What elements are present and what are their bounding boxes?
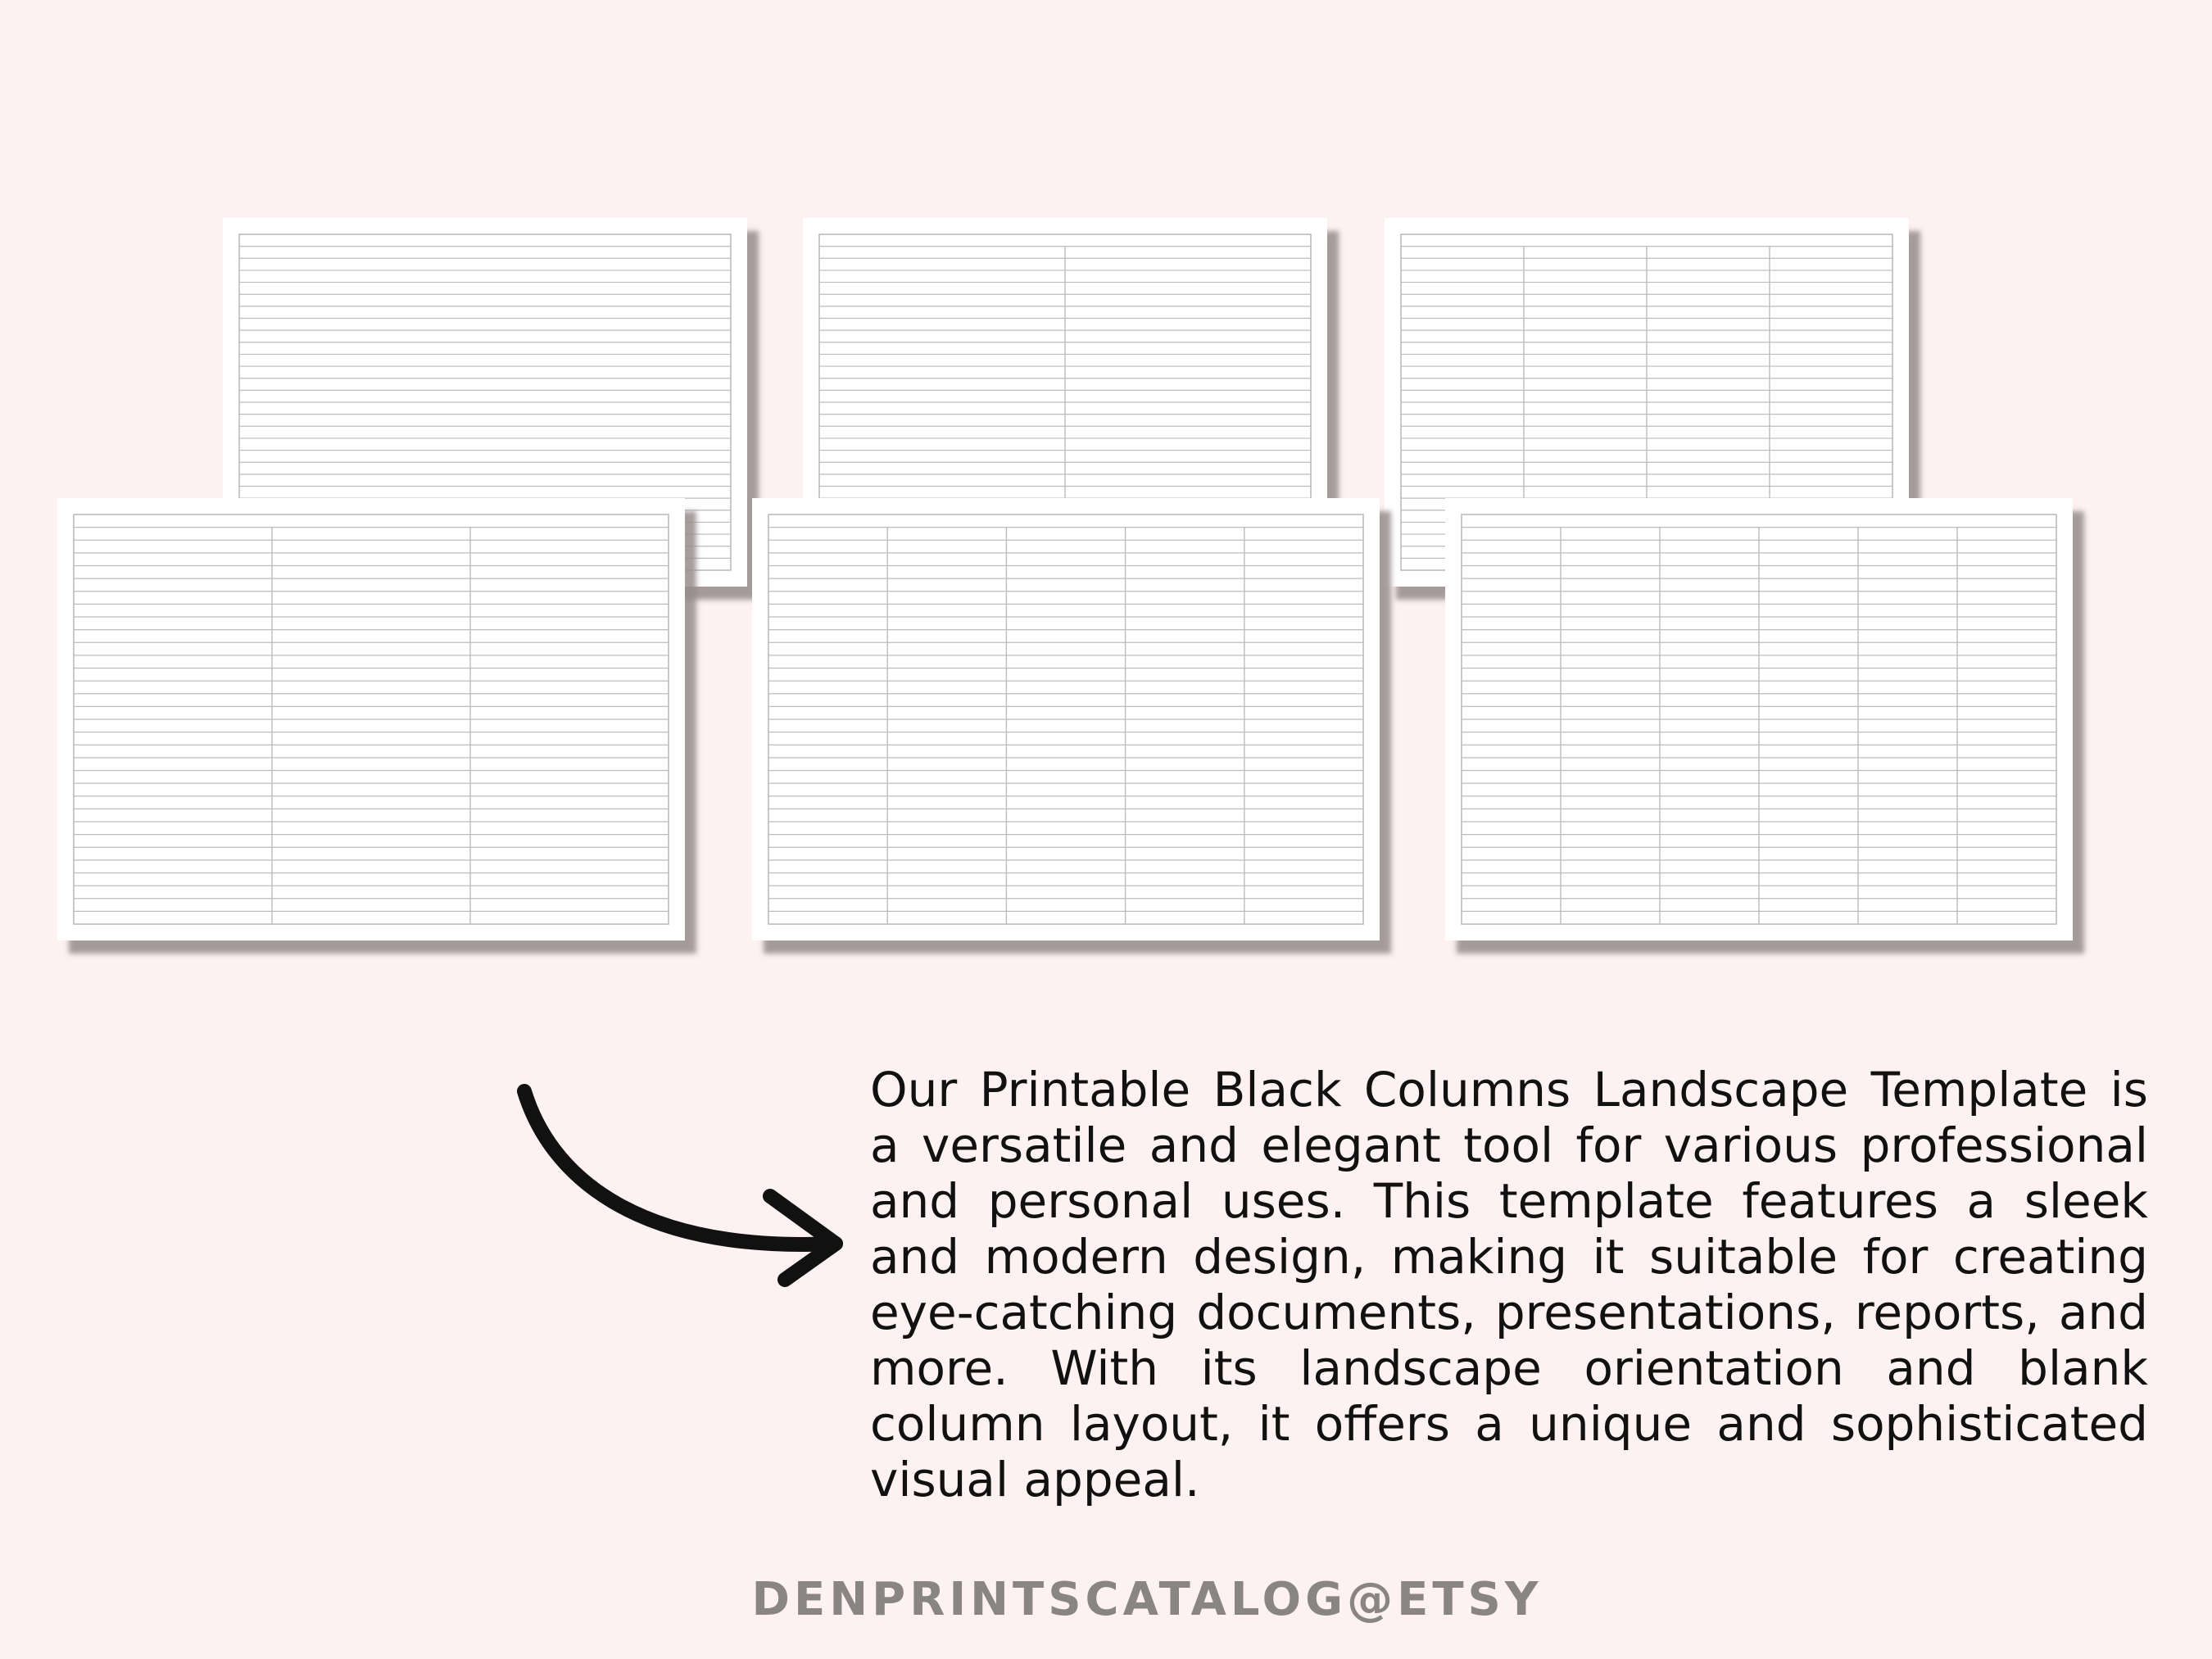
shop-label: DENPRINTSCATALOG@ETSY bbox=[751, 1573, 1543, 1626]
template-sheet-five-column bbox=[752, 498, 1380, 941]
product-description: Our Printable Black Columns Landscape Template is a versatile and elegant tool for various professional and personal uses. This template features a sleek and modern design, making it suitable for creating eye-catching documents, presentations, reports, and more. With its landscape orientation and blank column layout, it offers a unique and sophisticated visual appeal. bbox=[870, 1062, 2148, 1507]
curved-arrow-icon bbox=[492, 1065, 868, 1311]
template-sheet-three-column bbox=[57, 498, 685, 941]
sheet-grid bbox=[752, 498, 1380, 941]
sheet-grid bbox=[1445, 498, 2073, 941]
template-sheet-six-column bbox=[1445, 498, 2073, 941]
sheet-grid bbox=[57, 498, 685, 941]
